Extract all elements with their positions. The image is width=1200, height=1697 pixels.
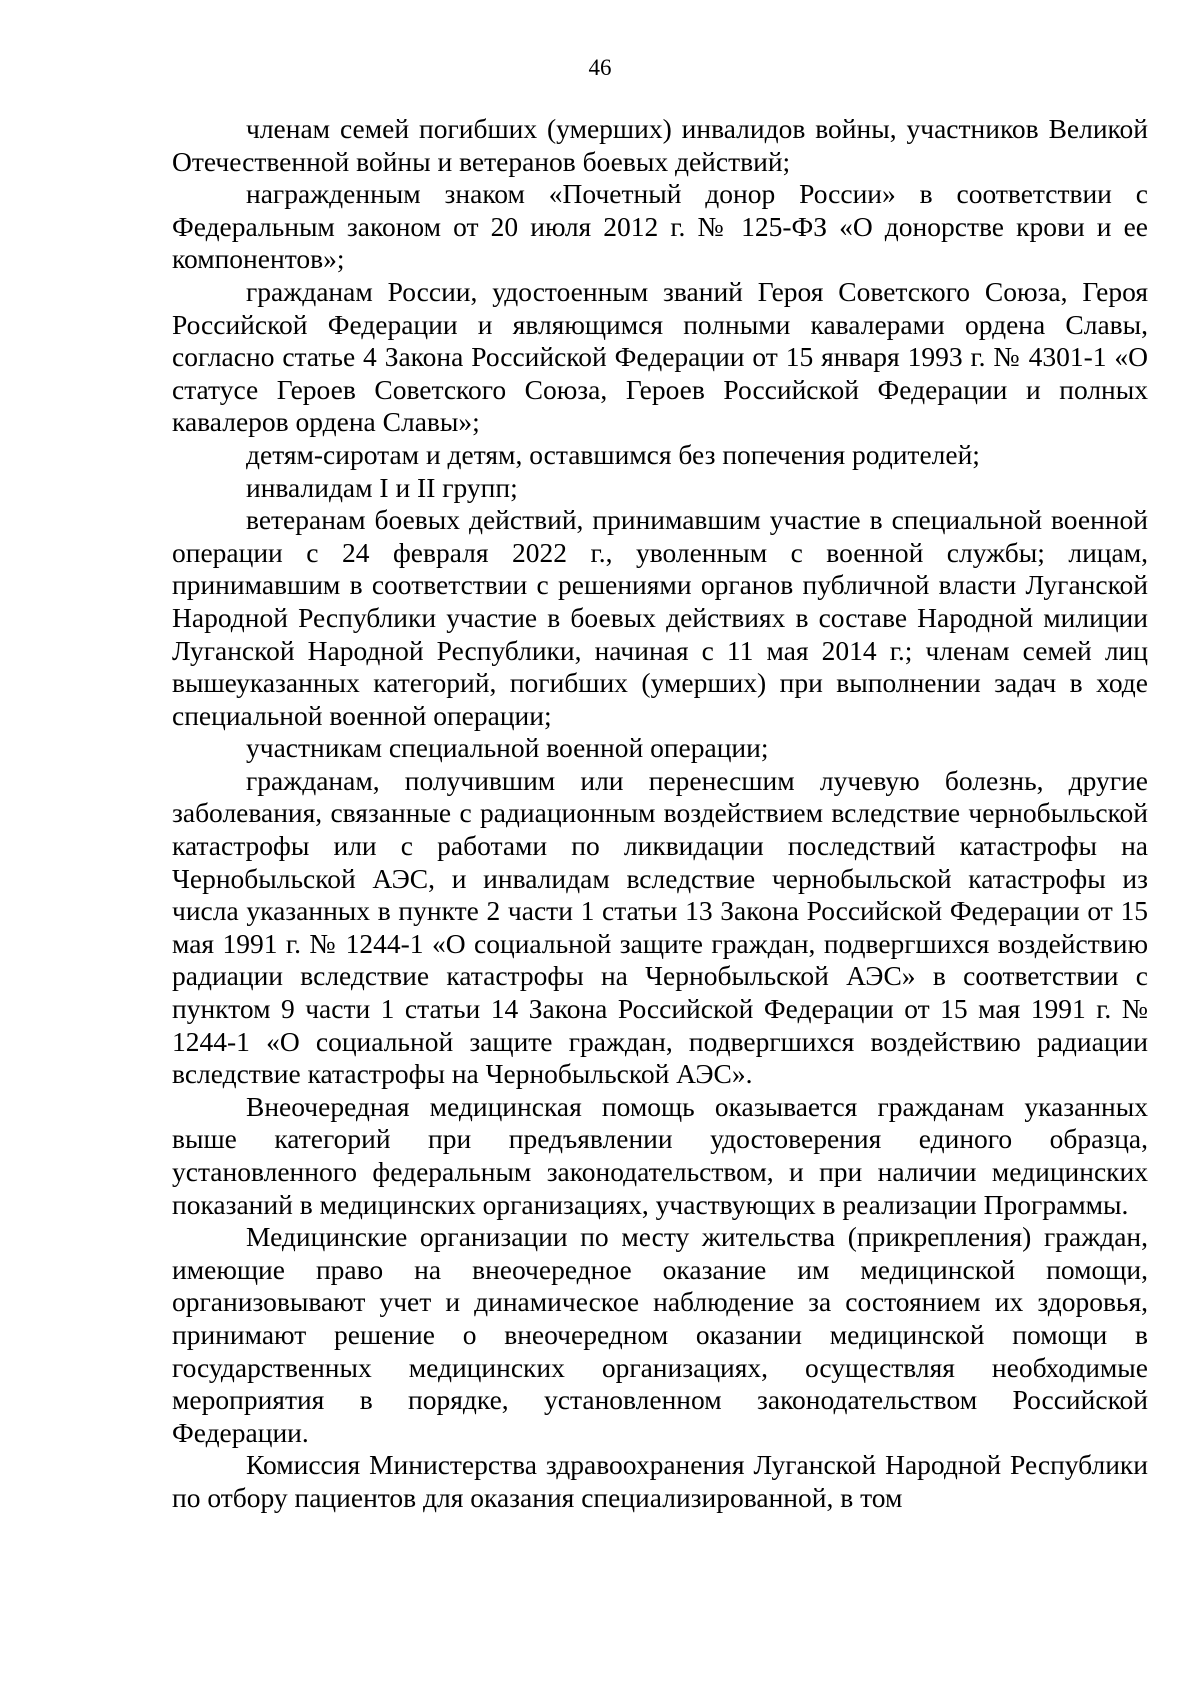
document-body: [172, 113, 1148, 1515]
paragraph: участникам специальной военной операции;: [246, 732, 769, 764]
paragraph: награжденным знаком «Почетный донор России» в соответствии с Федеральным законом от 20 июля 2012 г. № 125-ФЗ «О донорстве крови и ее компонентов»;: [172, 178, 1148, 275]
paragraph: Внеочередная медицинская помощь оказывается гражданам указанных выше категорий при предъявлении удостоверения единого образца, установленного федеральным законодательством, и при наличии медицинских показаний в медицинских организациях, участвующих в реализации Программы.: [172, 1090, 1148, 1220]
paragraph: Медицинские организации по месту жительства (прикрепления) граждан, имеющие право на внеочередное оказание им медицинской помощи, организовывают учет и динамическое наблюдение за состоянием их здоровья, принимают решение о внеочередном оказании медицинской помощи в государственных медицинских организациях, осуществляя необходимые мероприятия в порядке, установленном законодательством Российской Федерации.: [172, 1221, 1148, 1448]
paragraph: гражданам России, удостоенным званий Героя Советского Союза, Героя Российской Федерации и являющимся полными кавалерами ордена Славы, согласно статье 4 Закона Российской Федерации от 15 января 1993 г. № 4301-1 «О статусе Героев Советского Союза, Героев Российской Федерации и полных кавалеров ордена Славы»;: [172, 275, 1148, 438]
paragraph: Комиссия Министерства здравоохранения Луганской Народной Республики по отбору пациентов для оказания специализированной, в том: [172, 1449, 1148, 1513]
paragraph: гражданам, получившим или перенесшим лучевую болезнь, другие заболевания, связанные с радиационным воздействием вследствие чернобыльской катастрофы или с работами по ликвидации последствий катастрофы на Чернобыльской АЭС, и инвалидам вследствие чернобыльской катастрофы из числа указанных в пункте 2 части 1 статьи 13 Закона Российской Федерации от 15 мая 1991 г. № 1244-1 «О социальной защите граждан, подвергшихся воздействию радиации вследствие катастрофы на Чернобыльской АЭС» в соответствии с пунктом 9 части 1 статьи 14 Закона Российской Федерации от 15 мая 1991 г. № 1244-1 «О социальной защите граждан, подвергшихся воздействию радиации вследствие катастрофы на Чернобыльской АЭС».: [172, 764, 1148, 1090]
page-number: 46: [588, 55, 612, 80]
paragraph: инвалидам I и II групп;: [246, 471, 518, 503]
paragraph: ветеранам боевых действий, принимавшим участие в специальной военной операции с 24 февраля 2022 г., уволенным с военной службы; лицам, принимавшим в соответствии с решениями органов публичной власти Луганской Народной Республики участие в боевых действиях в составе Народной милиции Луганской Народной Республики, начиная с 11 мая 2014 г.; членам семей лиц вышеуказанных категорий, погибших (умерших) при выполнении задач в ходе специальной военной операции;: [172, 504, 1148, 731]
paragraph: детям-сиротам и детям, оставшимся без попечения родителей;: [246, 438, 980, 470]
paragraph: членам семей погибших (умерших) инвалидов войны, участников Великой Отечественной войны и ветеранов боевых действий;: [172, 113, 1148, 177]
